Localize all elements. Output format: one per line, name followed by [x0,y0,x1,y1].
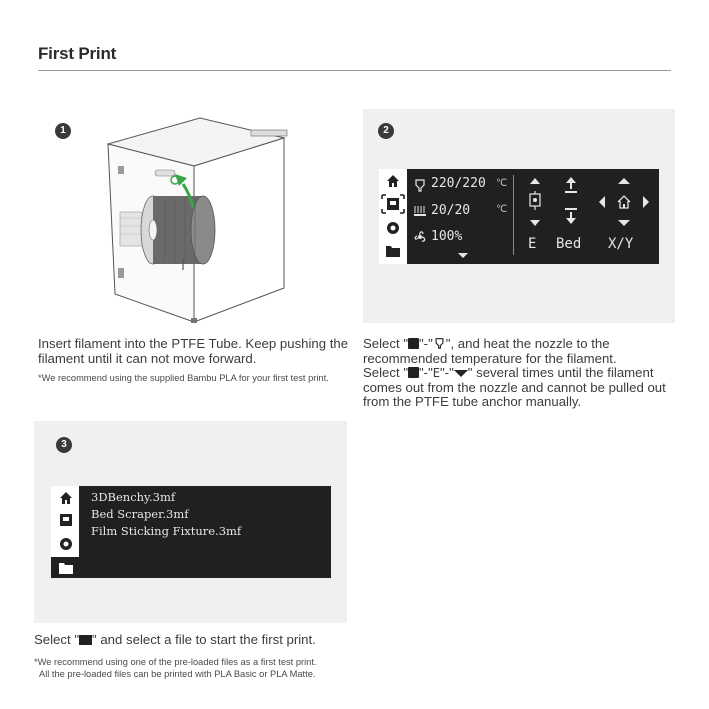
bed-temp: 20/20 [431,203,471,218]
control-icon [59,513,73,527]
e-down-icon [530,220,540,226]
e-inline-label: E [432,366,440,380]
lcd-divider [513,175,514,255]
step-3-note-2: All the pre-loaded files can be printed with PLA Basic or PLA Matte. [39,669,316,679]
file-item-1[interactable]: 3DBenchy.3mf [91,490,176,504]
y-up-icon [618,178,630,184]
title-divider [38,70,671,71]
extruder-icon [527,191,543,211]
control-inline-icon [408,338,419,349]
bed-label: Bed [556,236,582,252]
file-item-2[interactable]: Bed Scraper.3mf [91,507,189,521]
folder-icon [386,245,400,257]
step-2-instruction [363,337,693,410]
step-2-badge: 2 [378,123,394,139]
bed-icon [413,204,427,218]
printer-illustration [95,108,305,326]
xy-label: X/Y [608,236,634,252]
step-3-instruction [34,633,394,648]
step-2-text-d: Select " [363,365,408,380]
step-3-text-b: " and select a file to start the first print. [92,632,316,647]
scroll-down-icon [458,253,468,258]
step-2-text-c: ", and heat the nozzle to the recommended temperature for the filament. [363,336,617,366]
x-left-icon [599,196,605,208]
folder-icon [59,562,73,574]
step-1-instruction: Insert filament into the PTFE Tube. Keep pushing the filament until it can not move forward. [38,336,349,366]
x-right-icon [643,196,649,208]
nozzle-unit: ℃ [496,178,508,189]
step-2-text-a: Select " [363,336,408,351]
bed-up-icon [563,176,579,194]
control-icon [381,194,405,214]
fan-speed: 100% [431,229,463,244]
nozzle-icon [413,178,427,192]
bed-unit: ℃ [496,204,508,215]
home-icon [59,491,73,505]
settings-icon [59,537,73,551]
step-2-text-f: "-" [440,365,454,380]
step-3-badge: 3 [56,437,72,453]
step-1-note: *We recommend using the supplied Bambu PLA for your first test print. [38,373,329,383]
step-2-text-e: "-" [419,365,433,380]
y-down-icon [618,220,630,226]
files-tab-selected [51,557,79,578]
xy-home-icon [616,194,632,210]
nozzle-inline-icon [433,337,446,349]
e-label: E [528,236,537,252]
lcd-control-screen [407,169,659,264]
file-item-3[interactable]: Film Sticking Fixture.3mf [91,524,242,538]
fan-icon [413,230,427,244]
folder-inline-icon [79,635,92,645]
settings-icon [386,221,400,235]
down-arrow-inline-icon [454,370,468,377]
page-title: First Print [38,44,117,63]
step-3-text-a: Select " [34,632,79,647]
home-icon [386,174,400,188]
step-1-badge: 1 [55,123,71,139]
file-list-screen [79,486,331,578]
e-up-icon [530,178,540,184]
step-2-text-g: " several times until the filament comes out from the nozzle and cannot be pulled out from the PTFE tube anchor manually. [363,365,666,409]
step-2-text-b: "-" [419,336,433,351]
lcd-sidebar [379,169,407,264]
control-inline-icon-2 [408,367,419,378]
bed-down-icon [563,207,579,225]
nozzle-temp: 220/220 [431,176,486,191]
step-3-note-1: *We recommend using one of the pre-loaded files as a first test print. [34,657,317,667]
